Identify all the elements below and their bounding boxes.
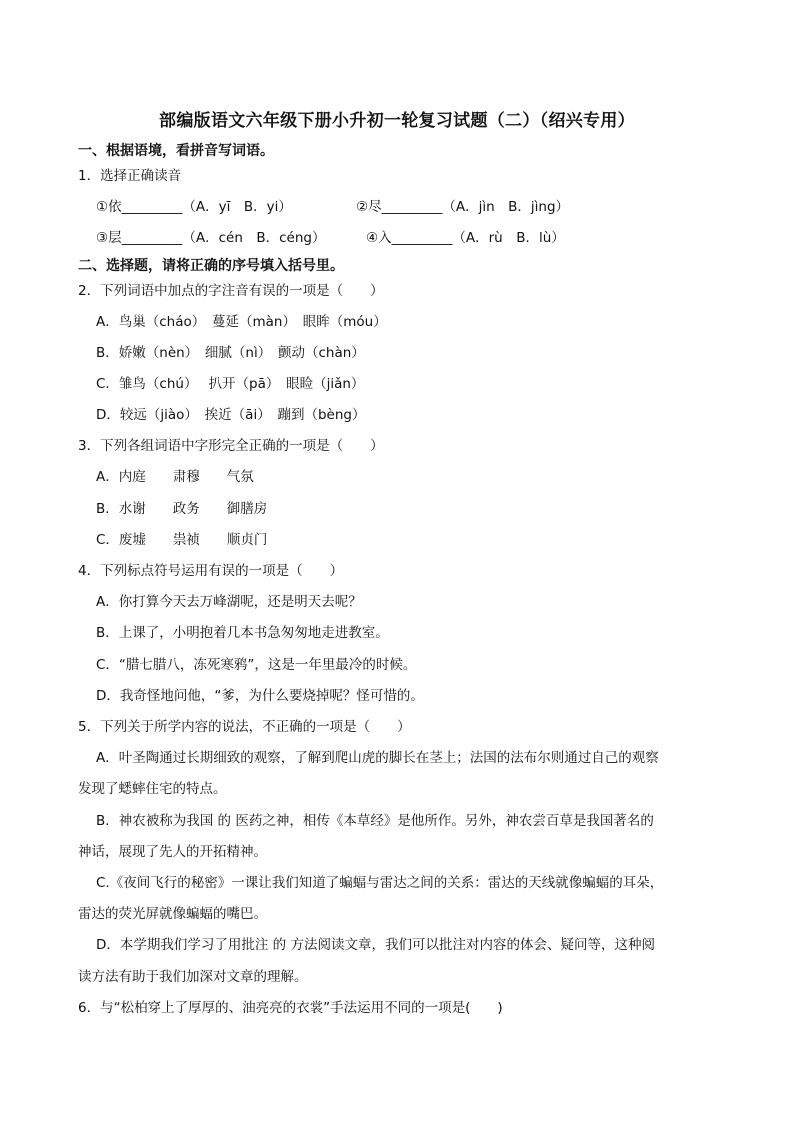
question-2-option-b: B．娇嫩（nèn） 细腻（nì） 颤动（chàn） — [96, 345, 365, 361]
page-title: 部编版语文六年级下册小升初一轮复习试题（二）（绍兴专用） — [159, 111, 635, 131]
question-1-item-1: ①依_________（A．yī B．yi） — [96, 199, 292, 215]
question-5-option-b-line-1: B．神农被称为我国 的 医药之神，相传《本草经》是他所作。另外，神农尝百草是我国著名的 — [96, 813, 654, 829]
question-2-stem: 2．下列词语中加点的字注音有误的一项是（ ） — [78, 283, 384, 299]
question-3-stem: 3．下列各组词语中字形完全正确的一项是（ ） — [78, 438, 384, 454]
question-4-option-a: A．你打算今天去万峰湖呢，还是明天去呢？ — [96, 594, 362, 610]
question-4-option-d: D．我奇怪地问他，“爹，为什么要烧掉呢？怪可惜的。 — [96, 688, 424, 704]
question-3-option-c: C．废墟 祟祯 顺贞门 — [96, 532, 268, 548]
question-2-option-d: D．较远（jiào） 挨近（āi） 蹦到（bèng） — [96, 407, 366, 423]
question-5-option-c-line-1: C.《夜间飞行的秘密》一课让我们知道了蝙蝠与雷达之间的关系：雷达的天线就像蝙蝠的耳朵， — [96, 875, 664, 891]
question-6-stem: 6．与“松柏穿上了厚厚的、油亮亮的衣裳”手法运用不同的一项是( ) — [78, 1000, 503, 1016]
question-5-option-b-line-2: 神话，展现了先人的开拓精神。 — [78, 844, 267, 860]
question-1-item-3: ③层_________（A．cén B．céng） — [96, 230, 326, 246]
question-5-stem: 5．下列关于所学内容的说法，不正确的一项是（ ） — [78, 719, 411, 735]
question-3-option-b: B．水谢 政务 御膳房 — [96, 501, 268, 517]
question-4-stem: 4．下列标点符号运用有误的一项是（ ） — [78, 563, 344, 579]
question-4-option-b: B．上课了，小明抱着几本书急匆匆地走进教室。 — [96, 625, 389, 641]
question-2-option-c: C．雏鸟（chú） 扒开（pā） 眼睑（jiǎn） — [96, 376, 365, 392]
question-1-stem: 1．选择正确读音 — [78, 168, 182, 184]
question-5-option-c-line-2: 雷达的荧光屏就像蝙蝠的嘴巴。 — [78, 906, 267, 922]
question-5-option-d-line-1: D．本学期我们学习了用批注 的 方法阅读文章，我们可以批注对内容的体会、疑问等，这种阅 — [96, 937, 655, 953]
question-5-option-a-line-2: 发现了蟋蟀住宅的特点。 — [78, 781, 227, 797]
question-2-option-a: A．鸟巢（cháo） 蔓延（màn） 眼眸（móu） — [96, 314, 387, 330]
question-5-option-a-line-1: A．叶圣陶通过长期细致的观察，了解到爬山虎的脚长在茎上；法国的法布尔则通过自己的观察 — [96, 750, 659, 766]
section-2-heading: 二、选择题，请将正确的序号填入括号里。 — [78, 258, 344, 274]
question-1-item-4: ④入_________（A．rù B．lù） — [366, 230, 565, 246]
question-4-option-c: C．“腊七腊八，冻死寒鸦”，这是一年里最冷的时候。 — [96, 657, 417, 673]
question-3-option-a: A．内庭 肃穆 气氛 — [96, 469, 254, 485]
question-5-option-d-line-2: 读方法有助于我们加深对文章的理解。 — [78, 969, 308, 985]
question-1-item-2: ②尽_________（A．jìn B．jìng） — [356, 199, 570, 215]
section-1-heading: 一、根据语境，看拼音写词语。 — [78, 143, 274, 159]
